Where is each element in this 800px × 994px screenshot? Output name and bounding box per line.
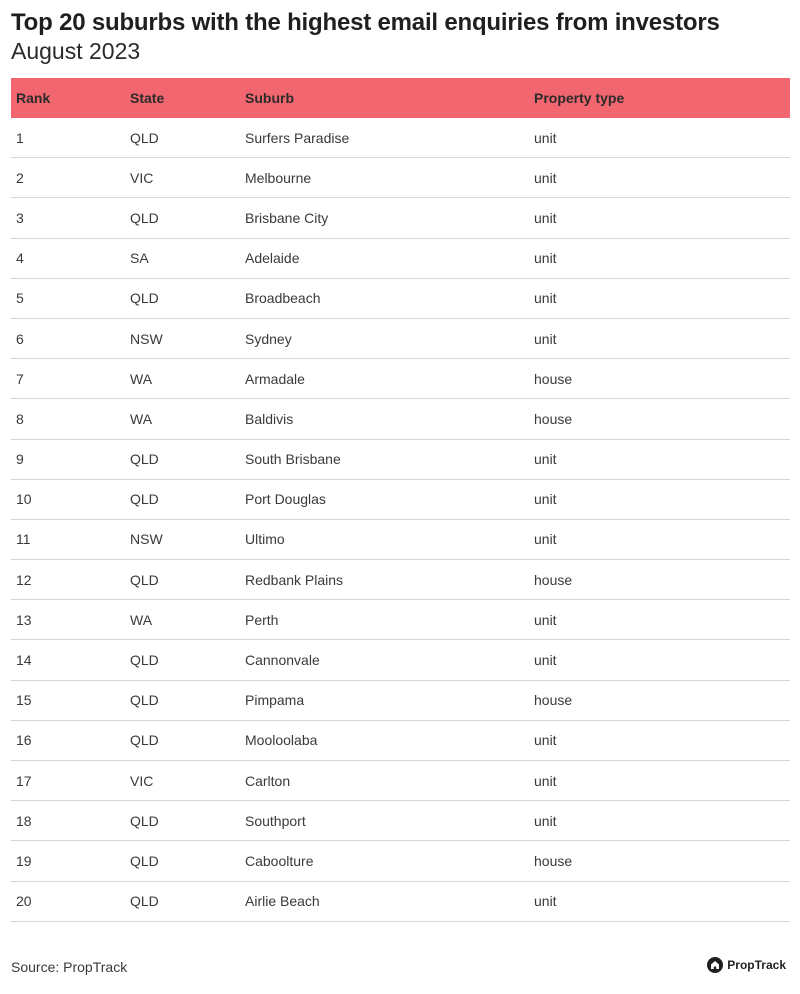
cell-state: QLD	[130, 812, 159, 829]
cell-state: QLD	[130, 652, 159, 669]
cell-state: QLD	[130, 732, 159, 749]
cell-suburb: South Brisbane	[245, 451, 341, 468]
header-rank: Rank	[16, 90, 51, 106]
cell-property-type: unit	[534, 611, 557, 628]
cell-property-type: house	[534, 370, 573, 387]
chart-title: Top 20 suburbs with the highest email enquiries from investors	[11, 9, 720, 36]
cell-rank: 11	[16, 531, 31, 548]
table-row	[11, 801, 790, 841]
cell-rank: 9	[16, 451, 24, 468]
table-row	[11, 681, 790, 721]
cell-property-type: house	[534, 692, 573, 709]
cell-state: QLD	[130, 129, 159, 146]
cell-rank: 7	[16, 370, 24, 387]
cell-property-type: house	[534, 571, 573, 588]
cell-rank: 16	[16, 732, 32, 749]
cell-state: QLD	[130, 692, 159, 709]
cell-suburb: Armadale	[245, 370, 305, 387]
chart-subtitle: August 2023	[11, 38, 141, 64]
cell-property-type: unit	[534, 772, 557, 789]
cell-property-type: unit	[534, 209, 557, 226]
cell-state: NSW	[130, 330, 163, 347]
cell-suburb: Pimpama	[245, 692, 305, 709]
cell-rank: 14	[16, 652, 32, 669]
cell-rank: 6	[16, 330, 24, 347]
header-state: State	[130, 90, 165, 106]
cell-rank: 2	[16, 169, 24, 186]
cell-state: QLD	[130, 209, 159, 226]
cell-rank: 12	[16, 571, 32, 588]
cell-property-type: unit	[534, 290, 557, 307]
cell-state: SA	[130, 250, 149, 267]
table-row	[11, 480, 790, 520]
cell-suburb: Perth	[245, 611, 279, 628]
table-row	[11, 198, 790, 238]
cell-rank: 8	[16, 410, 24, 427]
table-row	[11, 841, 790, 881]
cell-rank: 10	[16, 491, 32, 508]
cell-property-type: unit	[534, 812, 557, 829]
cell-property-type: unit	[534, 652, 557, 669]
table-row	[11, 520, 790, 560]
cell-suburb: Redbank Plains	[245, 571, 344, 588]
cell-suburb: Mooloolaba	[245, 732, 318, 749]
cell-property-type: unit	[534, 491, 557, 508]
table-row	[11, 239, 790, 279]
cell-suburb: Port Douglas	[245, 491, 326, 508]
cell-state: QLD	[130, 893, 159, 910]
table-row	[11, 118, 790, 158]
table-row	[11, 440, 790, 480]
data-table	[11, 78, 790, 922]
cell-property-type: unit	[534, 451, 557, 468]
cell-state: QLD	[130, 290, 159, 307]
cell-property-type: house	[534, 410, 573, 427]
cell-property-type: unit	[534, 330, 557, 347]
cell-rank: 20	[16, 893, 32, 910]
cell-rank: 19	[16, 852, 32, 869]
cell-state: QLD	[130, 451, 159, 468]
cell-state: QLD	[130, 491, 159, 508]
brand-logo	[707, 957, 786, 973]
cell-rank: 17	[16, 772, 32, 789]
cell-state: NSW	[130, 531, 163, 548]
cell-rank: 18	[16, 812, 32, 829]
cell-rank: 15	[16, 692, 32, 709]
cell-state: QLD	[130, 852, 159, 869]
cell-suburb: Carlton	[245, 772, 291, 789]
cell-suburb: Broadbeach	[245, 290, 321, 307]
table-row	[11, 279, 790, 319]
table-body	[11, 118, 790, 922]
cell-suburb: Melbourne	[245, 169, 312, 186]
cell-property-type: unit	[534, 129, 557, 146]
table-row	[11, 600, 790, 640]
table-row	[11, 319, 790, 359]
cell-suburb: Southport	[245, 812, 306, 829]
cell-suburb: Ultimo	[245, 531, 285, 548]
cell-property-type: unit	[534, 250, 557, 267]
table-row	[11, 761, 790, 801]
table-row	[11, 560, 790, 600]
header-property-type: Property type	[534, 90, 625, 106]
cell-property-type: unit	[534, 732, 557, 749]
cell-suburb: Baldivis	[245, 410, 294, 427]
cell-property-type: unit	[534, 169, 557, 186]
cell-state: WA	[130, 611, 153, 628]
cell-property-type: unit	[534, 531, 557, 548]
cell-suburb: Cannonvale	[245, 652, 320, 669]
brand-name: PropTrack	[727, 958, 786, 972]
cell-state: QLD	[130, 571, 159, 588]
cell-rank: 4	[16, 250, 24, 267]
cell-suburb: Airlie Beach	[245, 893, 320, 910]
cell-state: VIC	[130, 772, 154, 789]
table-row	[11, 721, 790, 761]
house-icon	[707, 957, 723, 973]
cell-rank: 5	[16, 290, 24, 307]
table-row	[11, 882, 790, 922]
header-suburb: Suburb	[245, 90, 294, 106]
cell-state: WA	[130, 410, 153, 427]
table-row	[11, 359, 790, 399]
cell-rank: 3	[16, 209, 24, 226]
cell-rank: 13	[16, 611, 32, 628]
cell-suburb: Caboolture	[245, 852, 314, 869]
table-header	[11, 78, 790, 118]
cell-rank: 1	[16, 129, 24, 146]
cell-property-type: house	[534, 852, 573, 869]
cell-state: WA	[130, 370, 153, 387]
cell-suburb: Brisbane City	[245, 209, 329, 226]
table-row	[11, 158, 790, 198]
cell-suburb: Sydney	[245, 330, 292, 347]
table-row	[11, 640, 790, 680]
cell-state: VIC	[130, 169, 154, 186]
cell-suburb: Adelaide	[245, 250, 300, 267]
table-row	[11, 399, 790, 439]
cell-suburb: Surfers Paradise	[245, 129, 350, 146]
source-note: Source: PropTrack	[11, 959, 128, 975]
cell-property-type: unit	[534, 893, 557, 910]
